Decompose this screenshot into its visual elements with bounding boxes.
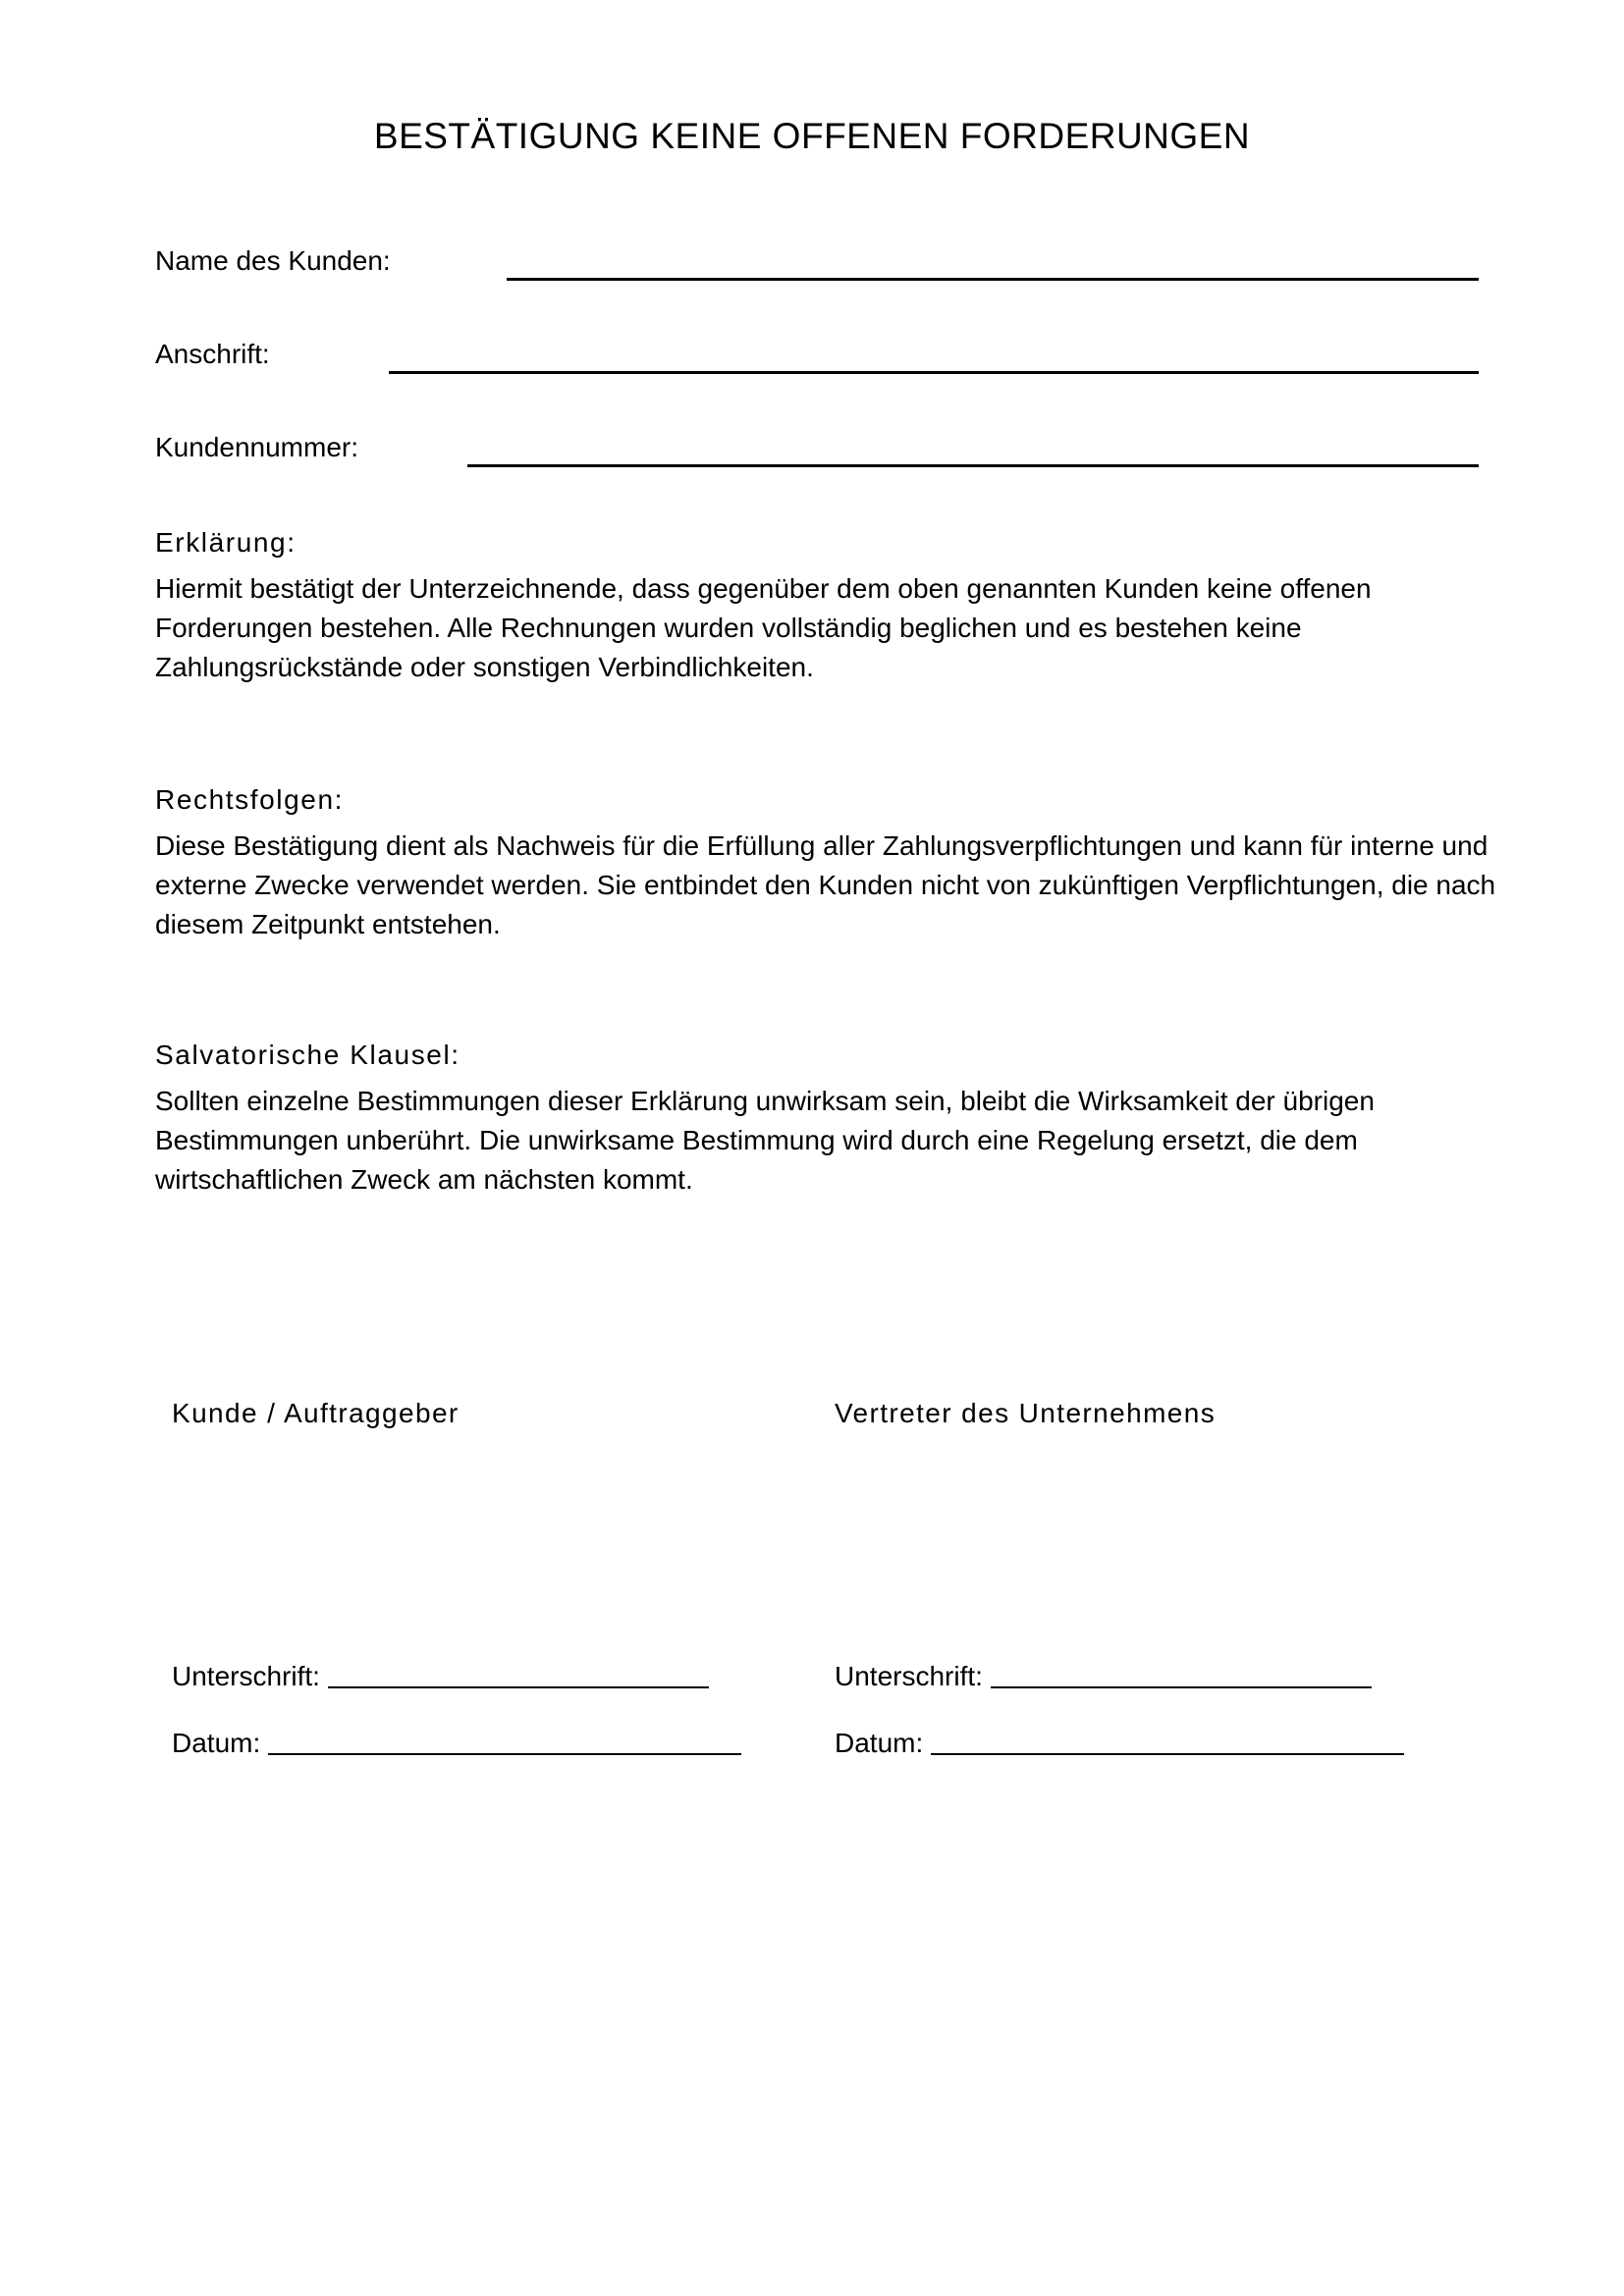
customer-signature-label: Unterschrift: bbox=[172, 1661, 320, 1691]
customer-date-label: Datum: bbox=[172, 1728, 261, 1758]
customer-signature-heading: Kunde / Auftraggeber bbox=[172, 1398, 460, 1428]
customer-signature-field[interactable] bbox=[328, 1665, 709, 1688]
customer-number-field[interactable] bbox=[467, 464, 1479, 467]
declaration-text: Hiermit bestätigt der Unterzeichnende, dass gegenüber dem oben genannten Kunden keine offenen Forderungen bestehen. Alle Rechnungen wurden vollständig beglichen und es bestehen keine Zahlungsrückstände oder sonstigen Verbindlichkeiten. bbox=[155, 573, 1372, 682]
company-date-row bbox=[835, 1728, 1404, 1759]
declaration-heading: Erklärung: bbox=[155, 527, 297, 558]
address-label: Anschrift: bbox=[155, 339, 270, 369]
customer-number-label: Kundennummer: bbox=[155, 432, 359, 462]
address-field[interactable] bbox=[389, 371, 1479, 374]
legal-consequences-text: Diese Bestätigung dient als Nachweis für die Erfüllung aller Zahlungsverpflichtungen und kann für interne und externe Zwecke verwendet werden. Sie entbindet den Kunden nicht von zukünftigen Verpflichtungen, die nach diesem Zeitpunkt entstehen. bbox=[155, 830, 1496, 939]
customer-name-field[interactable] bbox=[507, 278, 1479, 281]
company-date-field[interactable] bbox=[931, 1732, 1404, 1755]
severability-clause-heading: Salvatorische Klausel: bbox=[155, 1040, 460, 1070]
customer-date-field[interactable] bbox=[268, 1732, 741, 1755]
company-date-label: Datum: bbox=[835, 1728, 924, 1758]
severability-clause-text: Sollten einzelne Bestimmungen dieser Erklärung unwirksam sein, bleibt die Wirksamkeit der übrigen Bestimmungen unberührt. Die unwirksame Bestimmung wird durch eine Regelung ersetzt, die dem wirtschaftlichen Zweck am nächsten kommt. bbox=[155, 1086, 1375, 1195]
customer-date-row bbox=[172, 1728, 741, 1759]
company-signature-field[interactable] bbox=[991, 1665, 1372, 1688]
company-signature-row bbox=[835, 1661, 1372, 1692]
company-signature-label: Unterschrift: bbox=[835, 1661, 983, 1691]
document-title: BESTÄTIGUNG KEINE OFFENEN FORDERUNGEN bbox=[373, 116, 1251, 156]
customer-signature-row bbox=[172, 1661, 709, 1692]
customer-name-label: Name des Kunden: bbox=[155, 245, 391, 276]
legal-consequences-heading: Rechtsfolgen: bbox=[155, 784, 345, 815]
company-signature-heading: Vertreter des Unternehmens bbox=[835, 1398, 1217, 1428]
